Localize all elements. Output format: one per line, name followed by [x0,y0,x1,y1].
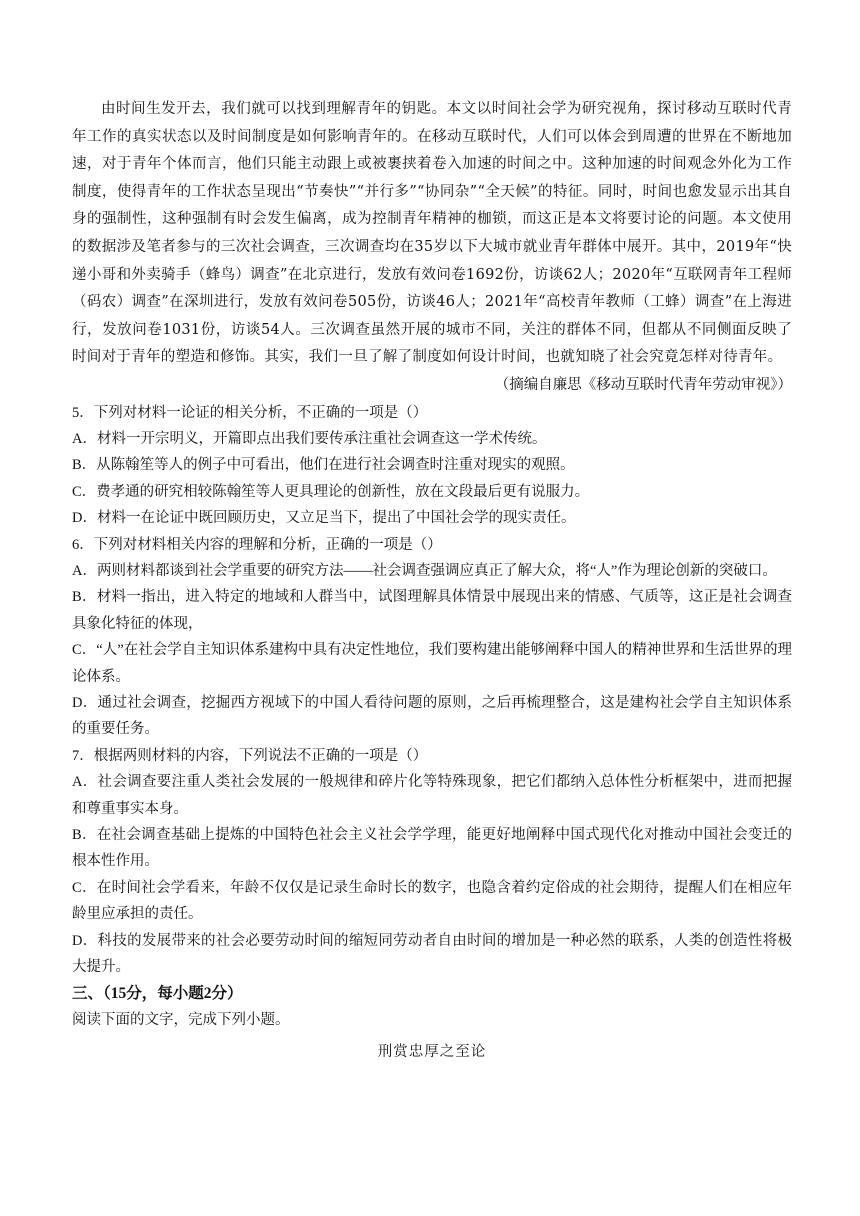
section-heading: 三、（15分，每小题2分） [72,985,243,1003]
question-stem: 5．下列对材料一论证的相关分析，不正确的一项是（） [72,404,428,421]
option-b: B．从陈翰笙等人的例子中可看出，他们在进行社会调查时注重对现实的观照。 [72,457,575,474]
option-d: D．材料一在论证中既回顾历史，又立足当下，提出了中国社会学的现实责任。 [72,510,576,527]
question-7 [72,743,792,981]
option-b: B．在社会调查基础上提炼的中国特色社会主义社会学学理，能更好地阐释中国式现代化对推动中国社会变迁的根本性作用。 [72,827,792,870]
option-d: D．科技的发展带来的社会必要劳动时间的缩短同劳动者自由时间的增加是一种必然的联系，人类的创造性将极大提升。 [72,932,792,976]
question-5 [72,400,792,532]
option-c: C．在时间社会学看来，年龄不仅仅是记录生命时长的数字，也隐含着约定俗成的社会期待，提醒人们在相应年龄里应承担的责任。 [72,879,792,923]
question-stem: 6．下列对材料相关内容的理解和分析，正确的一项是（） [72,536,442,553]
option-a: A．两则材料都谈到社会学重要的研究方法——社会调查强调应真正了解大众，将“人”作为理论创新的突破口。 [72,562,777,579]
section-instruction: 阅读下面的文字，完成下列小题。 [72,1012,290,1029]
passage-paragraph: 由时间生发开去，我们就可以找到理解青年的钥匙。本文以时间社会学为研究视角，探讨移动互联时代青年工作的真实状态以及时间制度是如何影响青年的。在移动互联时代，人们可以体会到周遭的世界在不断地加速，对于青年个体而言，他们只能主动跟上或被裹挟着卷入加速的时间之中。这种加速的时间观念外化为工作制度，使得青年的工作状态呈现出“节奏快”“并行多”“协同杂”“全天候”的特征。同时，时间也愈发显示出其自身的强制性，这种强制有时会发生偏离，成为控制青年精神的枷锁，而这正是本文将要讨论的问题。本文使用的数据涉及笔者参与的三次社会调查，三次调查均在35岁以下大城市就业青年群体中展开。其中，2019年“快递小哥和外卖骑手（蜂鸟）调查”在北京进行，发放有效问卷1692份，访谈62人；2020年“互联网青年工程师（码农）调查”在深圳进行，发放有效问卷505份，访谈46人；2021年“高校青年教师（工蜂）调查”在上海进行，发放问卷1031份，访谈54人。三次调查虽然开展的城市不同，关注的群体不同，但都从不同侧面反映了时间对于青年的塑造和修饰。其实，我们一旦了解了制度如何设计时间，也就知晓了社会究竟怎样对待青年。 [72,101,792,366]
option-b: B．材料一指出，进入特定的地域和人群当中，试图理解具体情景中展现出来的情感、气质等，这正是社会调查具象化特征的体现， [72,589,792,632]
source-citation: （摘编自廉思《移动互联时代青年劳动审视》） [494,376,792,393]
option-a: A．社会调查要注重人类社会发展的一般规律和碎片化等特殊现象，把它们都纳入总体性分析框架中，进而把握和尊重事实本身。 [72,774,792,817]
question-stem: 7．根据两则材料的内容，下列说法不正确的一项是（） [72,747,428,764]
question-6 [72,532,792,743]
article-title: 刑赏忠厚之至论 [377,1043,487,1060]
option-c: C．费孝通的研究相较陈翰笙等人更具理论的创新性，放在文段最后更有说服力。 [72,483,590,500]
option-a: A．材料一开宗明义，开篇即点出我们要传承注重社会调查这一学术传统。 [72,430,547,447]
option-d: D．通过社会调查，挖掘西方视域下的中国人看待问题的原则，之后再梳理整合，这是建构社会学自主知识体系的重要任务。 [72,695,792,738]
option-c: C．“人”在社会学自主知识体系建构中具有决定性地位，我们要构建出能够阐释中国人的精神世界和生活世界的理论体系。 [72,642,792,685]
